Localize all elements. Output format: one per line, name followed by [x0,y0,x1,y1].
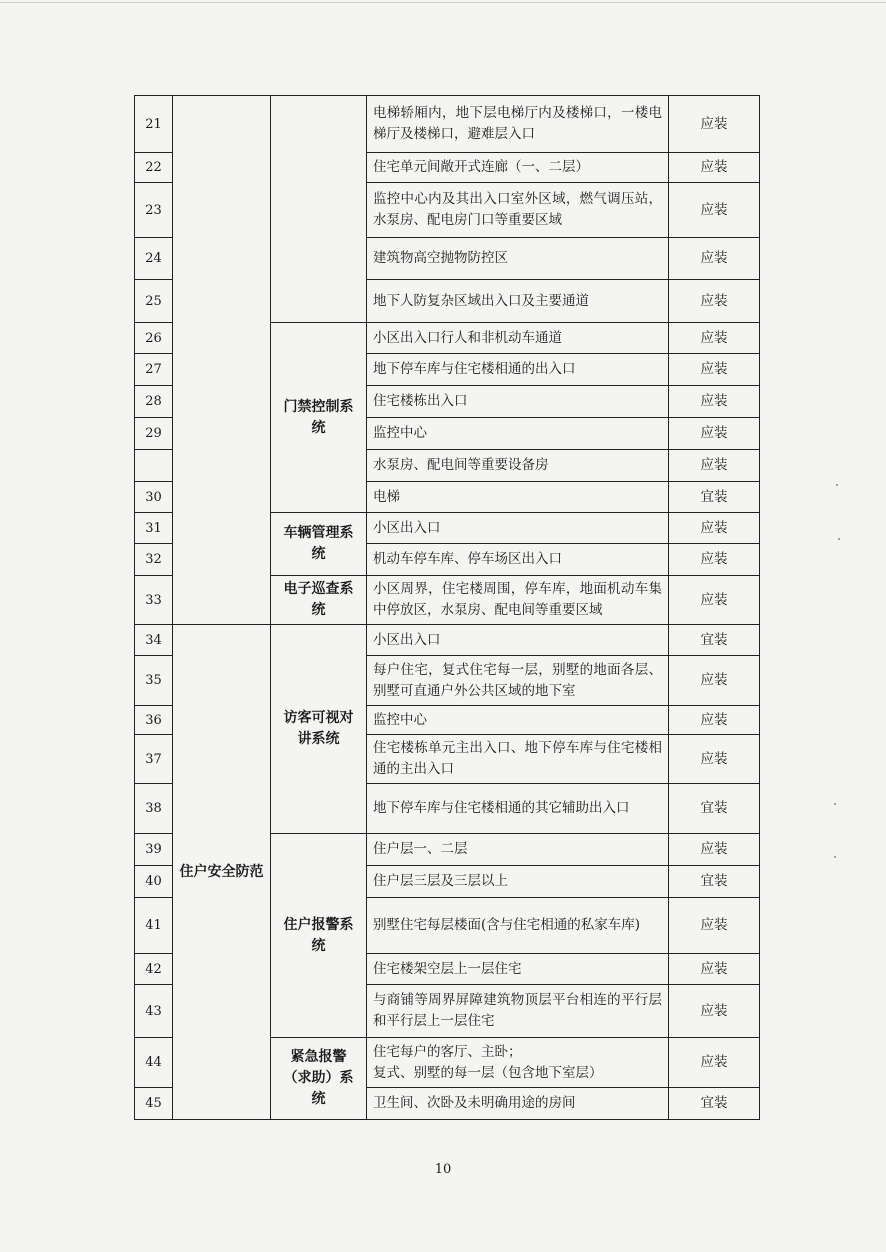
requirement-cell: 应装 [669,386,760,418]
system-vehicle-management: 车辆管理系统 [271,513,367,576]
location-cell: 每户住宅，复式住宅每一层，别墅的地面各层、别墅可直通户外公共区域的地下室 [367,656,669,706]
location-cell: 地下停车库与住宅楼相通的出入口 [367,354,669,386]
location-cell: 监控中心 [367,706,669,735]
location-cell: 建筑物高空抛物防控区 [367,238,669,280]
row-number: 34 [135,625,173,656]
requirement-cell: 应装 [669,544,760,576]
row-number: 27 [135,354,173,386]
requirement-cell: 应装 [669,96,760,153]
location-cell: 水泵房、配电间等重要设备房 [367,450,669,482]
location-cell: 机动车停车库、停车场区出入口 [367,544,669,576]
location-cell: 住宅楼栋出入口 [367,386,669,418]
row-number: 26 [135,323,173,354]
system-patrol: 电子巡查系统 [271,576,367,625]
location-cell: 与商铺等周界屏障建筑物顶层平台相连的平行层和平行层上一层住宅 [367,985,669,1038]
row-number: 44 [135,1038,173,1088]
location-cell: 别墅住宅每层楼面(含与住宅相通的私家车库) [367,898,669,954]
location-cell: 住宅楼栋单元主出入口、地下停车库与住宅楼相通的主出入口 [367,735,669,784]
requirement-cell: 应装 [669,834,760,866]
requirement-cell: 应装 [669,954,760,985]
system-resident-alarm: 住户报警系统 [271,834,367,1038]
location-cell: 卫生间、次卧及未明确用途的房间 [367,1088,669,1120]
scan-speck [836,484,838,486]
requirement-cell: 应装 [669,183,760,238]
scan-edge-line [0,2,886,3]
location-cell: 小区出入口 [367,513,669,544]
scan-speck [834,803,836,805]
scan-speck [834,856,836,858]
requirement-cell: 应装 [669,418,760,450]
row-number: 45 [135,1088,173,1120]
location-cell: 地下人防复杂区域出入口及主要通道 [367,280,669,323]
row-number: 32 [135,544,173,576]
location-cell: 住宅单元间敞开式连廊（一、二层） [367,153,669,183]
requirement-cell: 应装 [669,656,760,706]
requirement-cell: 应装 [669,898,760,954]
requirement-cell: 应装 [669,513,760,544]
table-row [135,96,760,153]
location-cell: 小区出入口 [367,625,669,656]
page-number: 10 [434,1162,452,1177]
row-number: 37 [135,735,173,784]
system-cell-empty [271,96,367,323]
row-number: 35 [135,656,173,706]
location-cell: 电梯轿厢内，地下层电梯厅内及楼梯口，一楼电梯厅及楼梯口，避难层入口 [367,96,669,153]
requirement-cell: 应装 [669,238,760,280]
location-cell: 住户层一、二层 [367,834,669,866]
category-resident-security: 住户安全防范 [173,625,271,1120]
requirement-cell: 应装 [669,153,760,183]
row-number: 36 [135,706,173,735]
scan-speck [838,538,840,540]
location-cell: 小区出入口行人和非机动车通道 [367,323,669,354]
requirement-cell: 应装 [669,450,760,482]
row-number: 41 [135,898,173,954]
row-number: 25 [135,280,173,323]
requirements-table [134,95,760,1120]
system-emergency-alarm: 紧急报警（求助）系统 [271,1038,367,1120]
row-number: 39 [135,834,173,866]
system-visitor-intercom: 访客可视对讲系统 [271,625,367,834]
row-number: 43 [135,985,173,1038]
table-row [135,625,760,656]
location-cell: 电梯 [367,482,669,513]
row-number: 38 [135,784,173,834]
requirement-cell: 应装 [669,735,760,784]
requirement-cell: 应装 [669,706,760,735]
row-number: 22 [135,153,173,183]
requirement-cell: 应装 [669,985,760,1038]
requirement-cell: 宜装 [669,625,760,656]
system-access-control: 门禁控制系统 [271,323,367,513]
row-number: 31 [135,513,173,544]
location-cell: 住宅每户的客厅、主卧； 复式、别墅的每一层（包含地下室层） [367,1038,669,1088]
location-cell: 住户层三层及三层以上 [367,866,669,898]
requirement-cell: 宜装 [669,866,760,898]
row-number: 21 [135,96,173,153]
requirement-cell: 应装 [669,354,760,386]
location-cell: 小区周界，住宅楼周围，停车库，地面机动车集中停放区，水泵房、配电间等重要区域 [367,576,669,625]
row-number: 24 [135,238,173,280]
row-number: 29 [135,418,173,450]
category-cell-empty [173,96,271,625]
row-number: 30 [135,482,173,513]
location-cell: 地下停车库与住宅楼相通的其它辅助出入口 [367,784,669,834]
requirement-cell: 应装 [669,1038,760,1088]
row-number: 33 [135,576,173,625]
location-cell: 住宅楼架空层上一层住宅 [367,954,669,985]
location-cell: 监控中心内及其出入口室外区域，燃气调压站，水泵房、配电房门口等重要区域 [367,183,669,238]
row-number: 23 [135,183,173,238]
requirement-cell: 宜装 [669,1088,760,1120]
row-number [135,450,173,482]
row-number: 40 [135,866,173,898]
location-cell: 监控中心 [367,418,669,450]
requirement-cell: 宜装 [669,482,760,513]
row-number: 42 [135,954,173,985]
requirement-cell: 应装 [669,280,760,323]
requirement-cell: 应装 [669,323,760,354]
requirement-cell: 应装 [669,576,760,625]
row-number: 28 [135,386,173,418]
requirement-cell: 宜装 [669,784,760,834]
